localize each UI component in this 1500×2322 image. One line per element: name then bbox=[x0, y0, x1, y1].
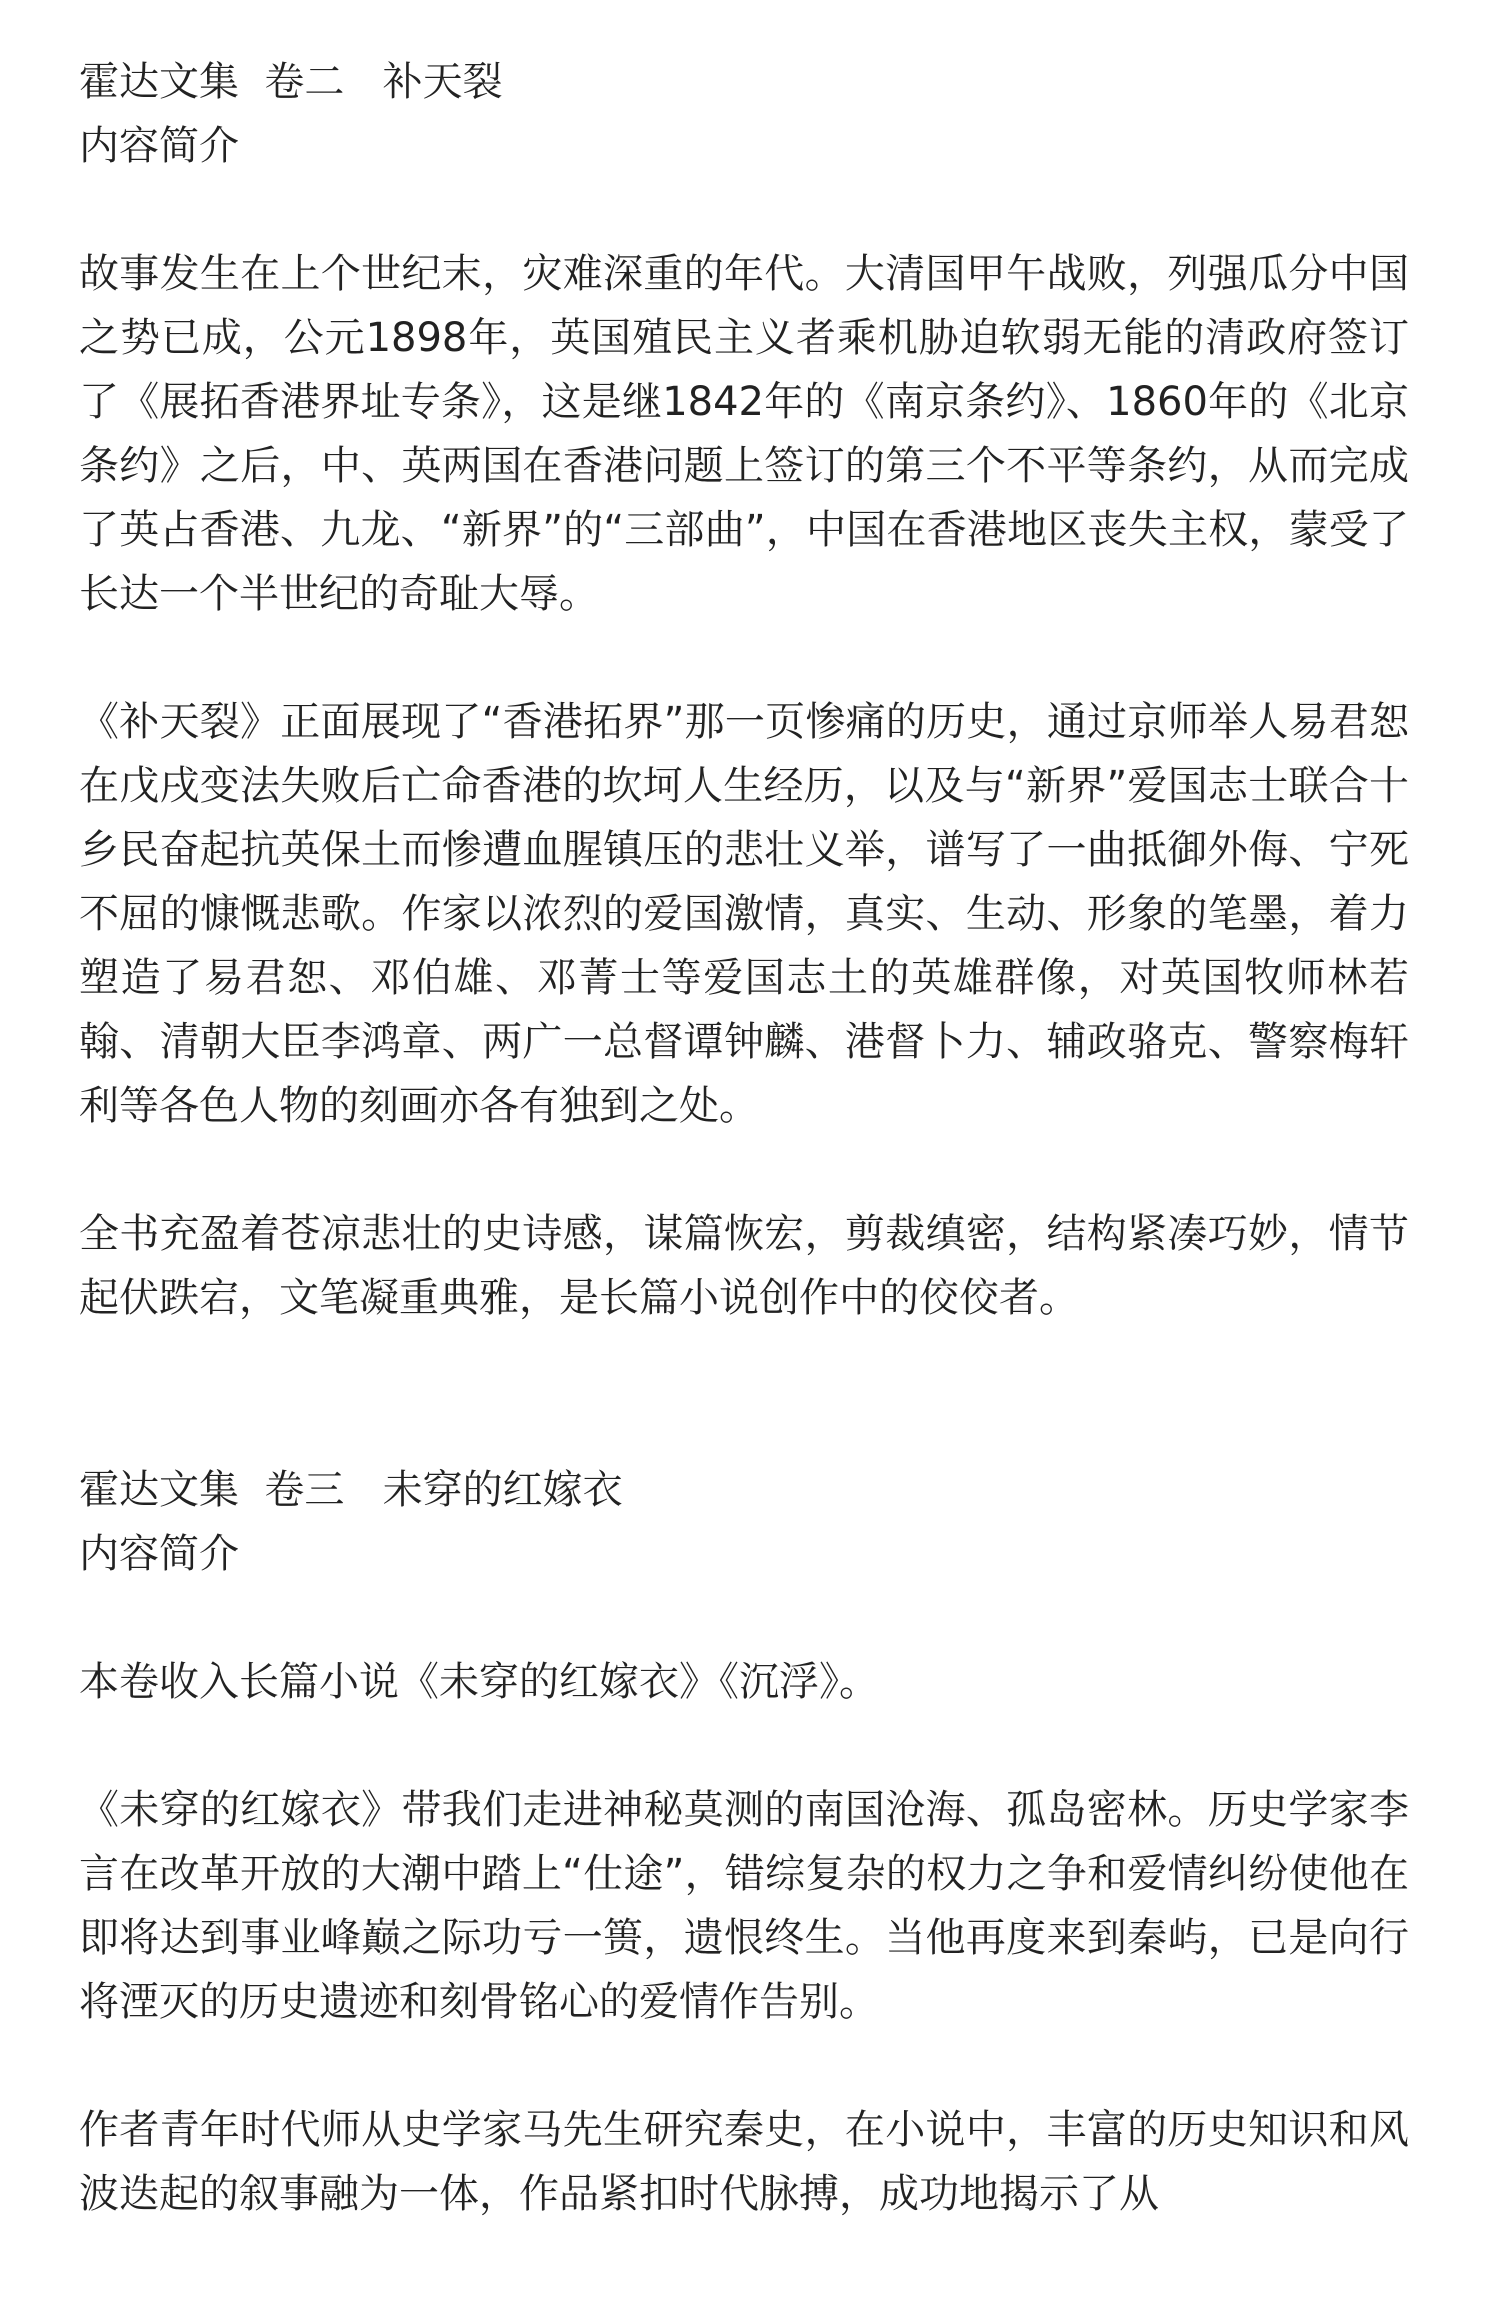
section-volume-2 bbox=[79, 50, 1409, 1330]
spacer bbox=[79, 178, 1409, 242]
spacer bbox=[79, 1586, 1409, 1650]
section-spacer bbox=[79, 1330, 1409, 1458]
spacer bbox=[79, 626, 1409, 690]
document-page bbox=[79, 50, 1409, 2226]
paragraph: 作者青年时代师从史学家马先生研究秦史，在小说中，丰富的历史知识和风波迭起的叙事融为一体，作品紧扣时代脉搏，成功地揭示了从 bbox=[79, 2107, 1409, 2217]
spacer bbox=[79, 1714, 1409, 1778]
section-title: 霍达文集 卷二 补天裂 bbox=[79, 59, 503, 105]
section-subtitle: 内容简介 bbox=[79, 123, 239, 169]
paragraph: 《补天裂》正面展现了“香港拓界”那一页惨痛的历史，通过京师举人易君恕在戊戌变法失败后亡命香港的坎坷人生经历，以及与“新界”爱国志士联合十乡民奋起抗英保土而惨遭血腥镇压的悲壮义举，谱写了一曲抵御外侮、宁死不屈的慷慨悲歌。作家以浓烈的爱国激情，真实、生动、形象的笔墨，着力塑造了易君恕、邓伯雄、邓菁士等爱国志土的英雄群像，对英国牧师林若翰、清朝大臣李鸿章、两广一总督谭钟麟、港督卜力、辅政骆克、警察梅轩利等各色人物的刻画亦各有独到之处。 bbox=[79, 699, 1409, 1129]
paragraph: 全书充盈着苍凉悲壮的史诗感，谋篇恢宏，剪裁缜密，结构紧凑巧妙，情节起伏跌宕，文笔凝重典雅，是长篇小说创作中的佼佼者。 bbox=[79, 1211, 1409, 1321]
paragraph: 本卷收入长篇小说《未穿的红嫁衣》《沉浮》。 bbox=[79, 1659, 879, 1705]
paragraph: 故事发生在上个世纪末，灾难深重的年代。大清国甲午战败，列强瓜分中国之势已成，公元1898年，英国殖民主义者乘机胁迫软弱无能的清政府签订了《展拓香港界址专条》，这是继1842年的《南京条约》、1860年的《北京条约》之后，中、英两国在香港问题上签订的第三个不平等条约，从而完成了英占香港、九龙、“新界”的“三部曲”，中国在香港地区丧失主权，蒙受了长达一个半世纪的奇耻大辱。 bbox=[79, 251, 1409, 617]
section-subtitle: 内容简介 bbox=[79, 1531, 239, 1577]
spacer bbox=[79, 1138, 1409, 1202]
paragraph: 《未穿的红嫁衣》带我们走进神秘莫测的南国沧海、孤岛密林。历史学家李言在改革开放的大潮中踏上“仕途”，错综复杂的权力之争和爱情纠纷使他在即将达到事业峰巅之际功亏一篑，遗恨终生。当他再度来到秦屿，已是向行将湮灭的历史遗迹和刻骨铭心的爱情作告别。 bbox=[79, 1787, 1409, 2025]
section-title: 霍达文集 卷三 未穿的红嫁衣 bbox=[79, 1467, 623, 1513]
section-volume-3 bbox=[79, 1458, 1409, 2226]
spacer bbox=[79, 2034, 1409, 2098]
